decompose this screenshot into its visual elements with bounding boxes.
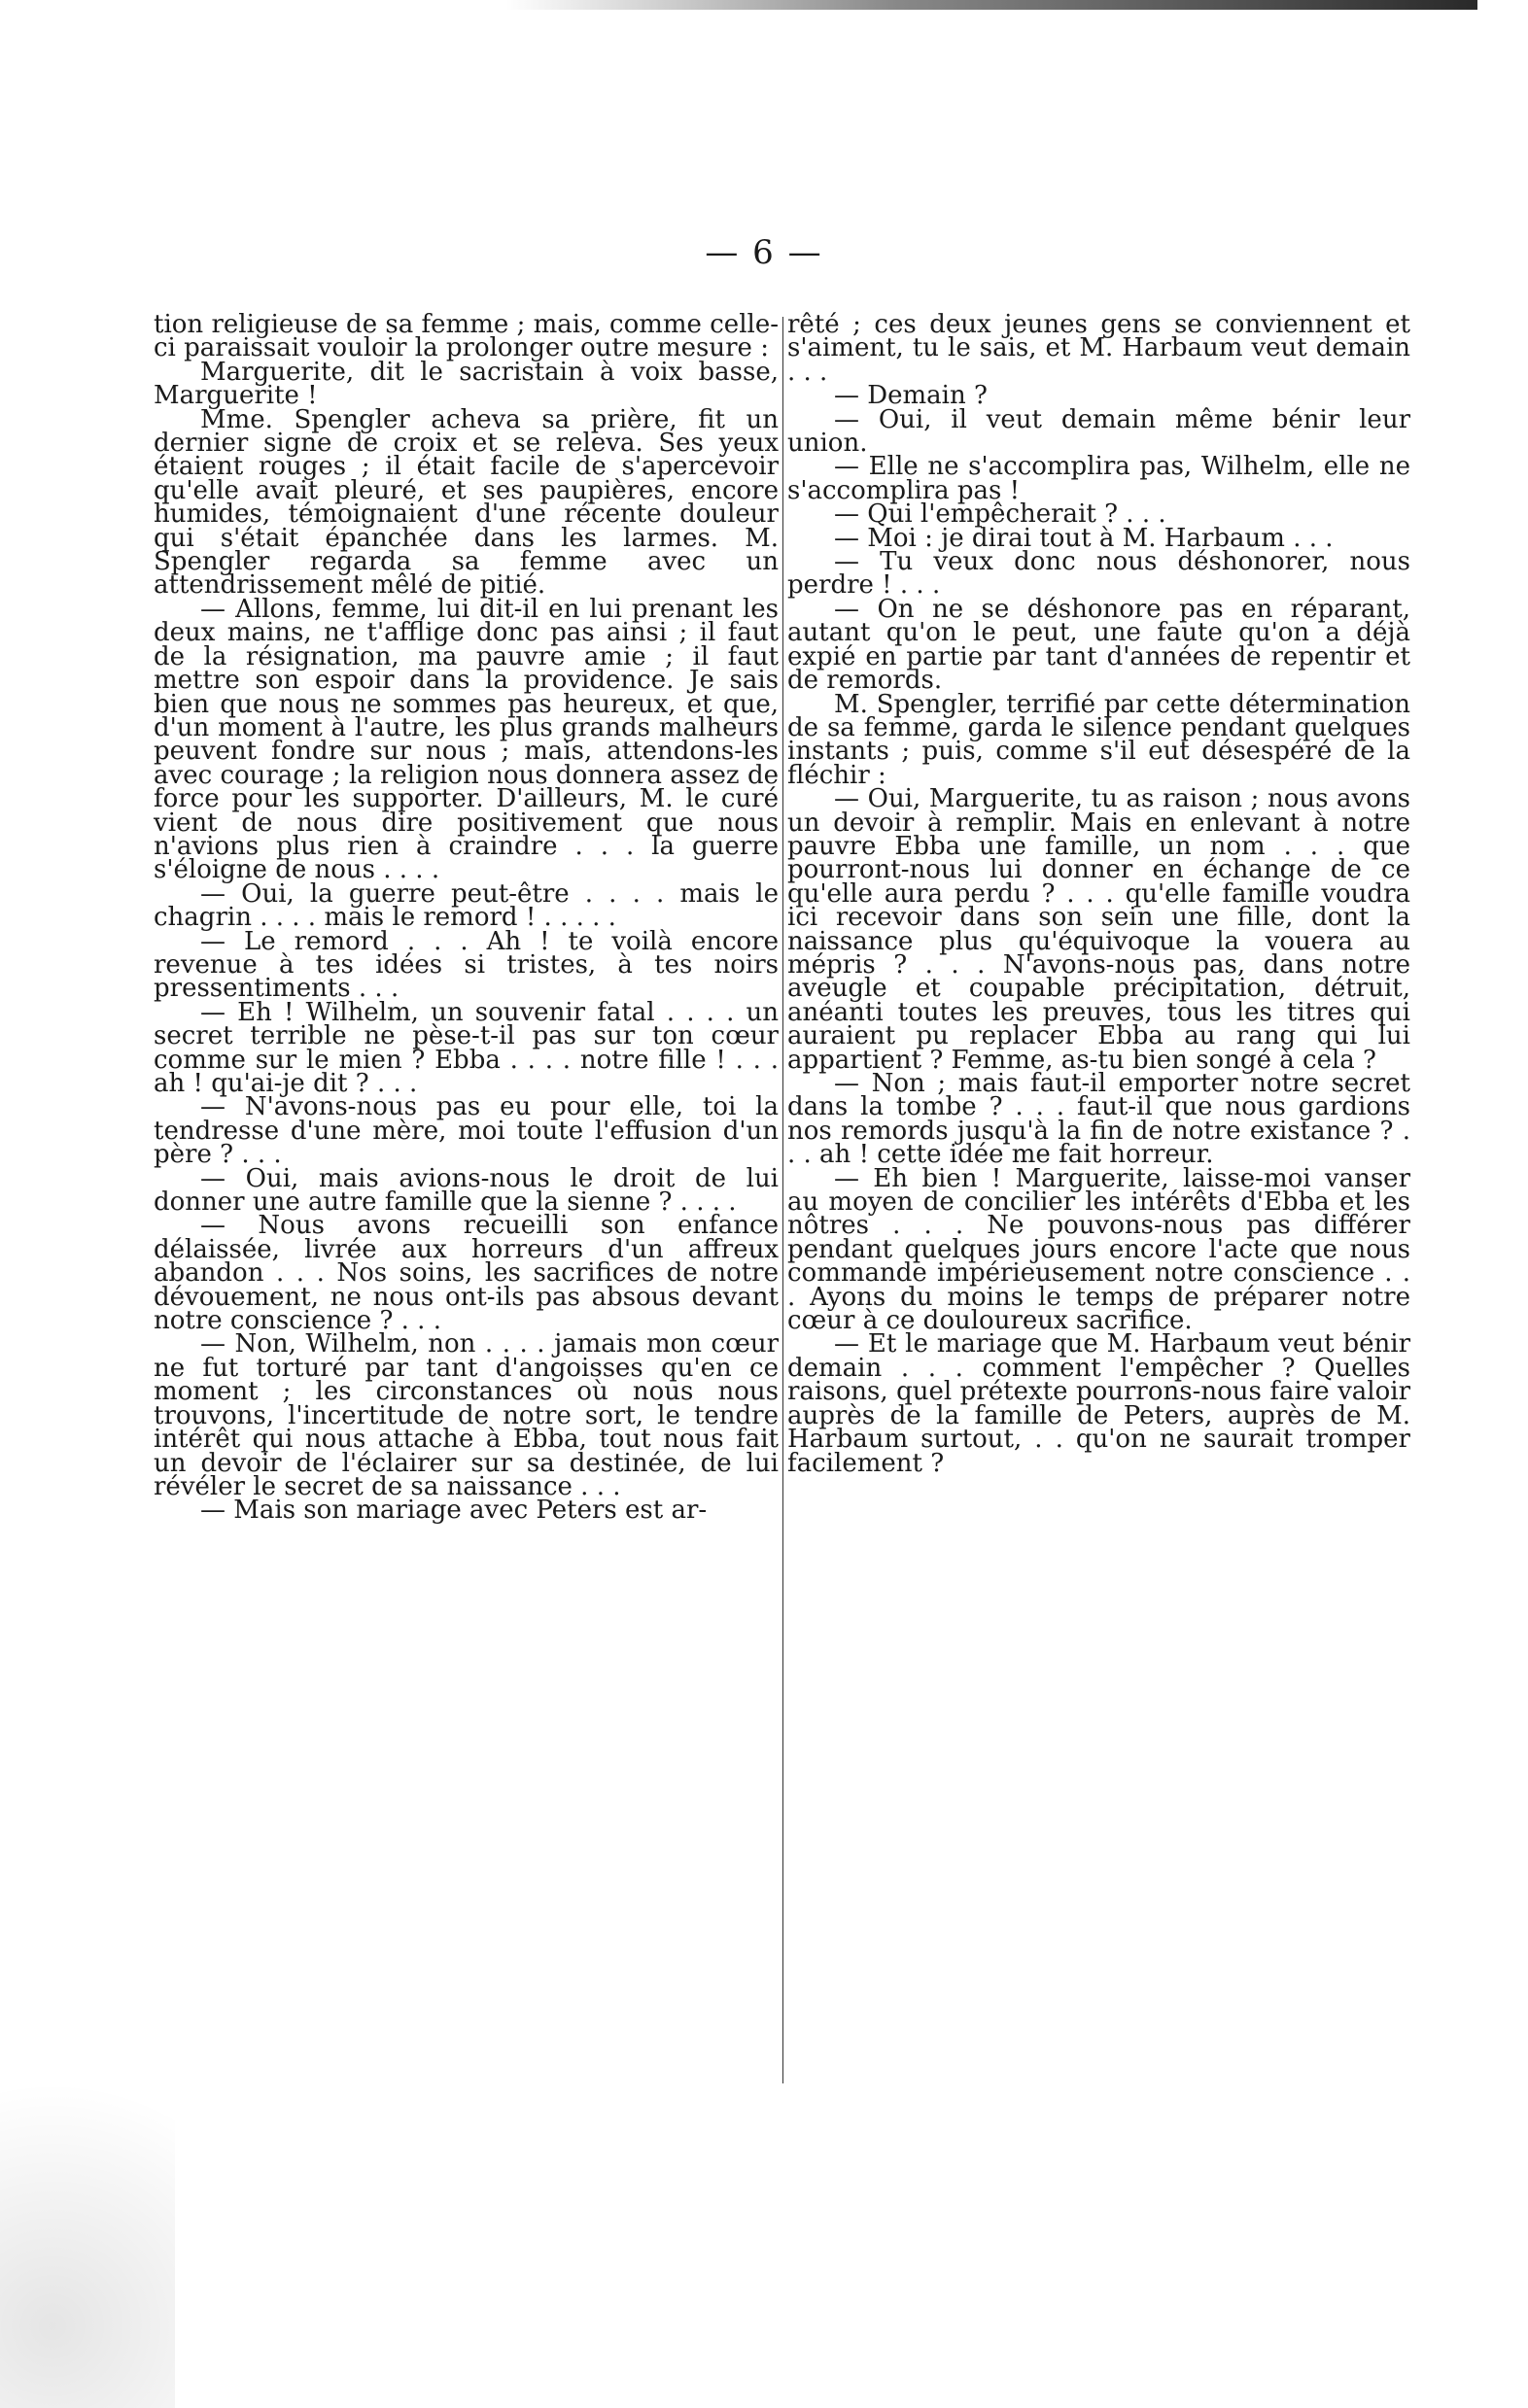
paragraph: rêté ; ces deux jeunes gens se conviennent et s'aiment, tu le sais, et M. Harbaum veut demain . . . [787,310,1410,387]
paragraph: — Eh ! Wilhelm, un souvenir fatal . . . . un secret terrible ne pèse-t-il pas sur ton cœur comme sur le mien ? Ebba . . . . notre fille ! . . . ah ! qu'ai-je dit ? . . . [154,997,779,1098]
paragraph: — Eh bien ! Marguerite, laisse-moi vanser au moyen de concilier les intérêts d'Ebba et les nôtres . . . Ne pouvons-nous pas différer pendant quelques jours encore l'acte que nous commande impérieusement notre conscience . . . Ayons du moins le temps de préparer notre cœur à ce douloureux sacrifice. [787,1163,1410,1336]
paragraph: — Non ; mais faut-il emporter notre secret dans la tombe ? . . . faut-il que nous gardions nos remords jusqu'à la fin de notre existance ? . . . ah ! cette idée me fait horreur. [787,1069,1410,1170]
paragraph: — Demain ? [834,381,988,411]
left-column [154,310,779,1526]
right-column [787,310,1410,1478]
page-number: — 6 — [705,233,823,272]
paragraph: — Oui, la guerre peut-être . . . . mais le chagrin . . . . mais le remord ! . . . . . [154,878,779,933]
paragraph: Mme. Spengler acheva sa prière, fit un dernier signe de croix et se releva. Ses yeux étaient rouges ; il était facile de s'apercevoir qu'elle avait pleuré, et ses paupières, encore humides, témoignaient d'une récente douleur qui s'était épanchée dans les larmes. M. Spengler regarda sa femme avec un attendrissement mêlé de pitié. [154,404,779,601]
paragraph: — Non, Wilhelm, non . . . . jamais mon cœur ne fut torturé par tant d'angoisses qu'en ce moment ; les circonstances où nous nous trouvons, l'incertitude de notre sort, le tendre intérêt qui nous attache à Ebba, tout nous fait un devoir de l'éclairer sur sa destinée, de lui révéler le secret de sa naissance . . . [154,1329,779,1501]
paragraph: — Elle ne s'accomplira pas, Wilhelm, elle ne s'accomplira pas ! [787,452,1410,505]
paragraph: — Qui l'empêcherait ? . . . [834,499,1166,530]
paragraph: — Et le mariage que M. Harbaum veut bénir demain . . . comment l'empêcher ? Quelles raisons, quel prétexte pourrons-nous faire valoir auprès de la famille de Peters, auprès de M. Harbaum surtout, . . qu'on ne saurait tromper facilement ? [787,1329,1410,1478]
paragraph: Marguerite, dit le sacristain à voix basse, Marguerite ! [154,357,779,411]
paragraph: M. Spengler, terrifié par cette détermination de sa femme, garda le silence pendant quelques instants ; puis, comme s'il eut désespéré de la fléchir : [787,689,1410,790]
paragraph: — Oui, Marguerite, tu as raison ; nous avons un devoir à remplir. Mais en enlevant à notre pauvre Ebba une famille, un nom . . . que pourront-nous lui donner en échange de ce qu'elle aura perdu ? . . . qu'elle famille voudra ici recevoir dans son sein une fille, dont la naissance plus qu'équivoque la vouera au mépris ? . . . N'avons-nous pas, dans notre aveugle et coupable précipitation, détruit, anéanti toutes les preuves, tous les titres qui auraient pu replacer Ebba au rang qui lui appartient ? Femme, as-tu bien songé à cela ? [787,784,1410,1075]
paragraph: — Allons, femme, lui dit-il en lui prenant les deux mains, ne t'afflige donc pas ainsi ; il faut de la résignation, ma pauvre amie ; il faut mettre son espoir dans la providence. Je sais bien que nous ne sommes pas heureux, et que, d'un moment à l'autre, les plus grands malheurs peuvent fondre sur nous ; mais, attendons-les avec courage ; la religion nous donnera assez de force pour les supporter. D'ailleurs, M. le curé vient de nous dire positivement que nous n'avions plus rien à craindre . . . la guerre s'éloigne de nous . . . . [154,594,779,885]
paragraph: — Le remord . . . Ah ! te voilà encore revenue à tes idées si tristes, à tes noirs pressentiments . . . [154,926,779,1004]
paragraph: tion religieuse de sa femme ; mais, comme celle-ci paraissait vouloir la prolonger outre mesure : [154,310,779,363]
paragraph: — On ne se déshonore pas en réparant, autant qu'on le peut, une faute qu'on a déjà expié en partie par tant d'années de repentir et de remords. [787,594,1410,696]
top-edge-rule [505,0,1477,10]
paragraph: — N'avons-nous pas eu pour elle, toi la tendresse d'une mère, moi toute l'effusion d'un père ? . . . [154,1092,779,1170]
paragraph: — Tu veux donc nous déshonorer, nous perdre ! . . . [787,547,1410,601]
page-stain [0,2000,175,2408]
paragraph: — Oui, il veut demain même bénir leur union. [787,404,1410,459]
paragraph: — Oui, mais avions-nous le droit de lui donner une autre famille que la sienne ? . . . . [154,1163,779,1218]
paragraph: — Mais son mariage avec Peters est ar- [200,1496,708,1526]
paragraph: — Nous avons recueilli son enfance délaissée, livrée aux horreurs d'un affreux abandon . . . Nos soins, les sacrifices de notre dévouement, ne nous ont-ils pas absous devant notre conscience ? . . . [154,1211,779,1336]
column-divider [782,317,783,2083]
paragraph: — Moi : je dirai tout à M. Harbaum . . . [834,523,1334,553]
